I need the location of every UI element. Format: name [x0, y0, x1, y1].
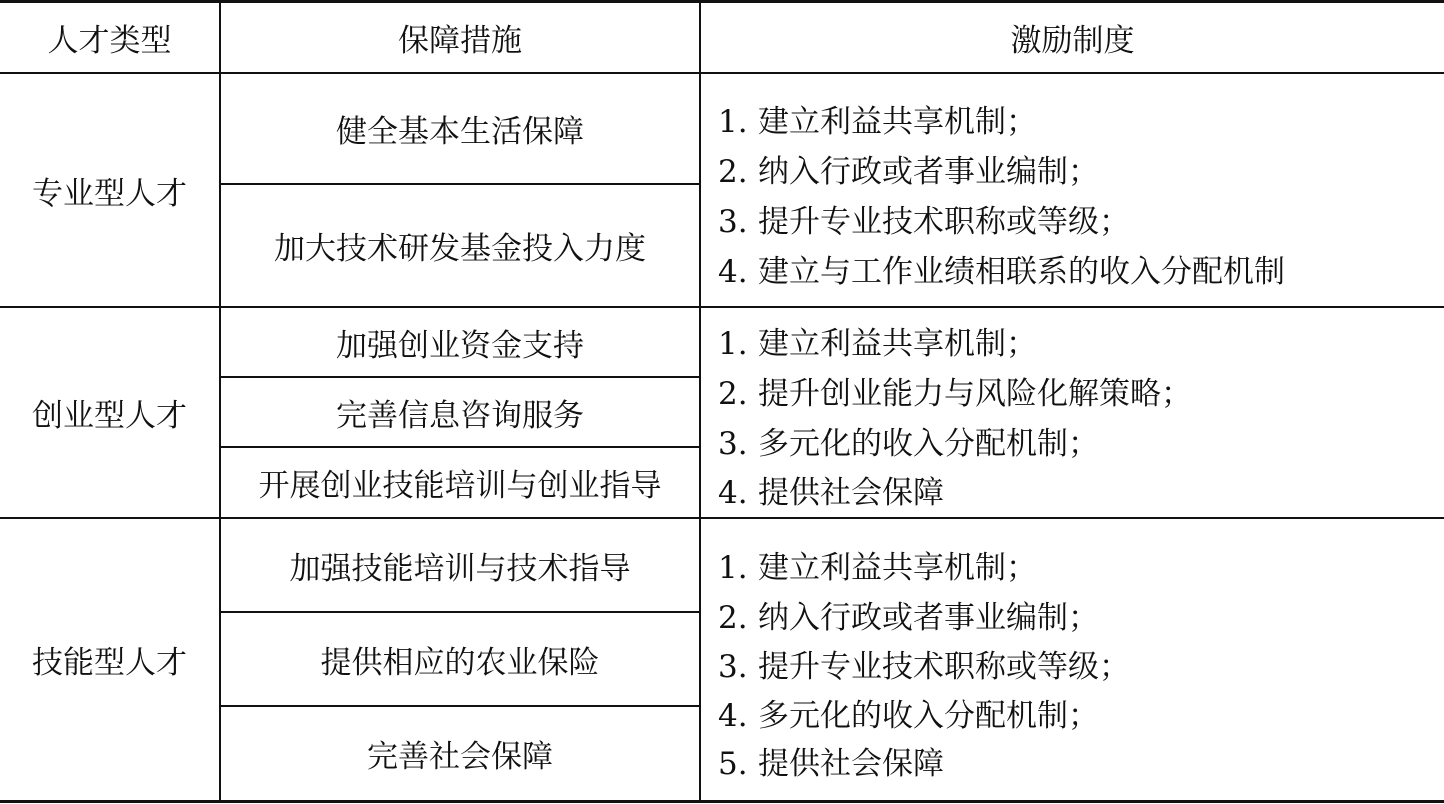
- incentive-item: 2. 提升创业能力与风险化解策略；: [718, 376, 1192, 412]
- incentive-item: 4. 建立与工作业绩相联系的收入分配机制: [718, 254, 1285, 290]
- incentive-item: 5. 提供社会保障: [718, 746, 944, 782]
- measure-item: 加强技能培训与技术指导: [289, 550, 631, 587]
- measure-item: 完善信息咨询服务: [336, 397, 584, 434]
- incentive-item: 2. 纳入行政或者事业编制；: [718, 154, 1099, 190]
- measure-item: 开展创业技能培训与创业指导: [258, 468, 662, 504]
- measure-item: 加强创业资金支持: [336, 327, 584, 364]
- incentive-item: 4. 多元化的收入分配机制；: [718, 698, 1099, 734]
- table-bottom-rule: [0, 800, 1444, 803]
- incentive-item: 1. 建立利益共享机制；: [718, 550, 1037, 586]
- talent-type: 创业型人才: [32, 398, 187, 434]
- measure-item: 加大技术研发基金投入力度: [274, 231, 646, 267]
- header-measures: 保障措施: [398, 23, 522, 59]
- incentive-item: 1. 建立利益共享机制；: [718, 326, 1037, 362]
- incentive-item: 1. 建立利益共享机制；: [718, 104, 1037, 140]
- talent-type: 专业型人才: [32, 175, 187, 212]
- incentive-item: 3. 提升专业技术职称或等级；: [718, 649, 1130, 685]
- incentive-item: 3. 提升专业技术职称或等级；: [718, 204, 1130, 240]
- incentive-item: 2. 纳入行政或者事业编制；: [718, 600, 1099, 636]
- incentive-item: 3. 多元化的收入分配机制；: [718, 426, 1099, 462]
- header-incentives: 激励制度: [1010, 23, 1135, 59]
- talent-type: 技能型人才: [32, 645, 187, 681]
- incentive-item: 4. 提供社会保障: [718, 475, 944, 511]
- measure-item: 健全基本生活保障: [336, 114, 584, 150]
- header-type: 人才类型: [47, 23, 172, 59]
- measure-item: 完善社会保障: [367, 739, 553, 775]
- measure-item: 提供相应的农业保险: [320, 644, 600, 681]
- column-divider: [699, 0, 701, 803]
